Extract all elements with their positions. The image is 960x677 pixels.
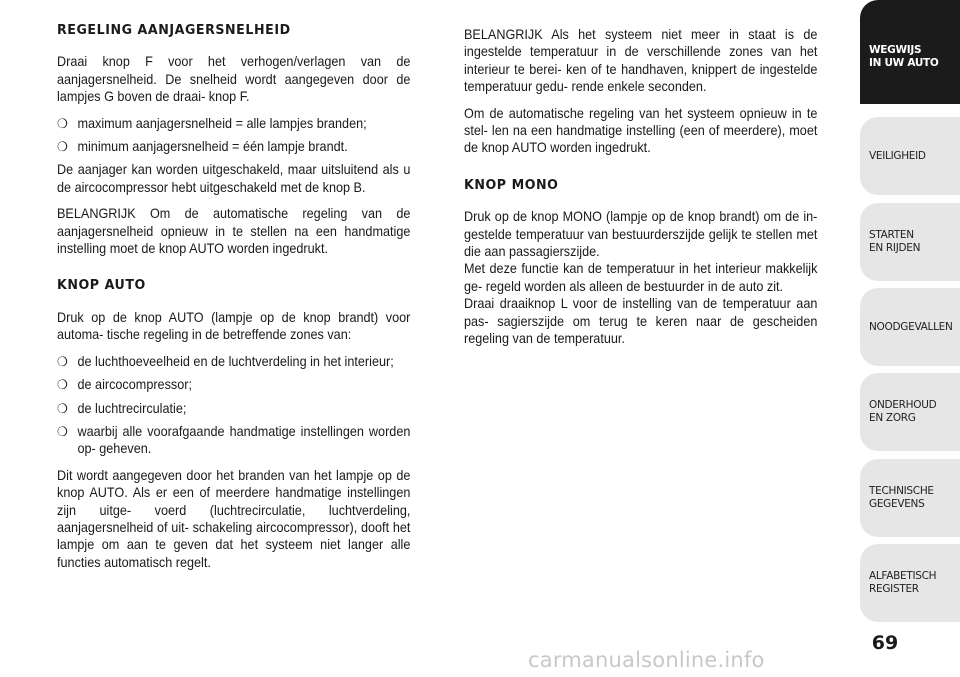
chapter-sidebar bbox=[860, 0, 960, 677]
page-number: 69 bbox=[871, 632, 899, 654]
tab-onderhoud[interactable]: ONDERHOUD EN ZORG bbox=[860, 373, 960, 451]
list-item: ❍ de luchthoeveelheid en de luchtverdeling in het interieur; bbox=[57, 353, 394, 369]
paragraph: De aanjager kan worden uitgeschakeld, maar uitsluitend als u de aircocompressor hebt uitgeschakeld met de knop B. bbox=[57, 162, 411, 195]
paragraph: BELANGRIJK Als het systeem niet meer in staat is de ingestelde temperatuur in de verschillende zones van het interieur te berei- ken of te handhaven, knippert de ingestelde temperatuur gedu- rende enkele seconden. bbox=[464, 27, 818, 95]
heading-aanjagersnelheid: REGELING AANJAGERSNELHEID bbox=[57, 22, 291, 38]
paragraph: Dit wordt aangegeven door het branden van het lampje op de knop AUTO. Als er een of meerdere handmatige instellingen zijn uitge- voerd (luchtrecirculatie, luchtverdeling, aanjagersnelheid of uit- schakeling aircocompressor), dooft het lampje om aan te geven dat het systeem niet langer alle functies automatisch regelt. bbox=[57, 467, 411, 570]
tab-technische[interactable]: TECHNISCHE GEGEVENS bbox=[860, 459, 960, 537]
paragraph: BELANGRIJK Om de automatische regeling van de aanjagersnelheid opnieuw in te stellen na een handmatige instelling moet de knop AUTO worden ingedrukt. bbox=[57, 206, 411, 257]
heading-knop-mono: KNOP MONO bbox=[464, 176, 559, 193]
list-item: ❍ maximum aanjagersnelheid = alle lampjes branden; bbox=[57, 115, 367, 131]
heading-knop-auto: KNOP AUTO bbox=[57, 277, 146, 294]
bullet-circle-icon: ❍ bbox=[57, 115, 68, 131]
tab-veiligheid[interactable]: VEILIGHEID bbox=[860, 117, 960, 195]
right-column bbox=[464, 26, 817, 357]
bullet-circle-icon: ❍ bbox=[57, 423, 68, 439]
tab-starten[interactable]: STARTEN EN RIJDEN bbox=[860, 203, 960, 281]
tab-alfabetisch[interactable]: ALFABETISCH REGISTER bbox=[860, 544, 960, 622]
left-column bbox=[57, 22, 410, 580]
paragraph: Om de automatische regeling van het systeem opnieuw in te stel- len na een handmatige instelling (een of meerdere), moet de knop AUTO worden ingedrukt. bbox=[464, 105, 818, 156]
paragraph: Druk op de knop MONO (lampje op de knop brandt) om de in- gestelde temperatuur van bestuurderszijde gelijk te stellen met die aan passagierszijde. bbox=[464, 209, 818, 260]
watermark: carmanualsonline.info bbox=[528, 648, 765, 672]
paragraph: Met deze functie kan de temperatuur in het interieur makkelijk ge- regeld worden als alleen de bestuurder in de auto zit. bbox=[464, 261, 818, 294]
bullet-circle-icon: ❍ bbox=[57, 400, 68, 416]
bullet-circle-icon: ❍ bbox=[57, 353, 68, 369]
tab-noodgevallen[interactable]: NOODGEVALLEN bbox=[860, 288, 960, 366]
list-item: ❍ minimum aanjagersnelheid = één lampje brandt. bbox=[57, 139, 348, 155]
paragraph: Druk op de knop AUTO (lampje op de knop brandt) voor automa- tische regeling in de betreffende zones van: bbox=[57, 309, 411, 343]
bullet-circle-icon: ❍ bbox=[57, 377, 68, 393]
bullet-circle-icon: ❍ bbox=[57, 139, 68, 155]
paragraph: Draai knop F voor het verhogen/verlagen van de aanjagersnelheid. De snelheid wordt aangegeven door de lampjes G boven de draai- knop F. bbox=[57, 54, 411, 105]
list-item: ❍ waarbij alle voorafgaande handmatige instellingen worden op- geheven. bbox=[57, 423, 411, 457]
paragraph: Draai draaiknop L voor de instelling van de temperatuur aan pas- sagierszijde om terug te keren naar de gescheiden regeling van de temperatuur. bbox=[464, 296, 818, 347]
tab-wegwijs[interactable]: WEGWIJS IN UW AUTO bbox=[860, 0, 960, 104]
list-item: ❍ de aircocompressor; bbox=[57, 377, 192, 393]
list-item: ❍ de luchtrecirculatie; bbox=[57, 400, 187, 416]
